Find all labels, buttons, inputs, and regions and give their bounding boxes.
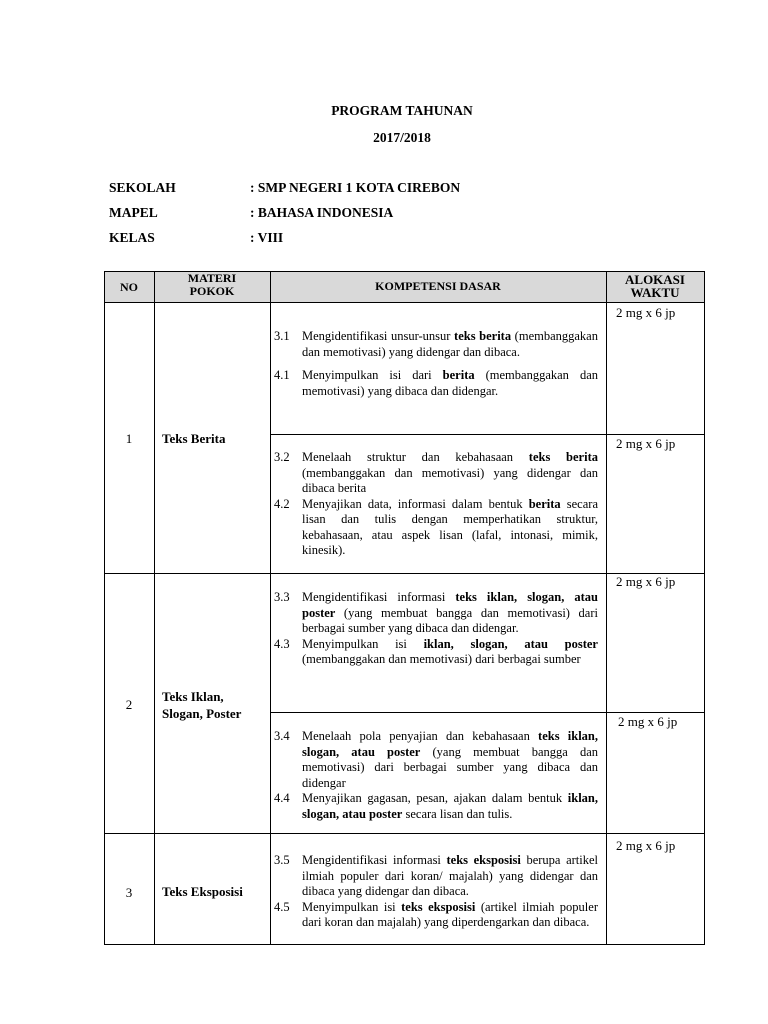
materi-pokok: Teks Eksposisi — [162, 884, 243, 899]
kd-number: 3.1 — [274, 329, 290, 343]
header-materi-line2: POKOK — [189, 284, 235, 298]
kd-text: (membanggakan dan memotivasi) yang didengar dan dibaca. — [302, 329, 598, 359]
materi-line: Slogan, Poster — [162, 706, 242, 721]
row1-divider — [104, 573, 705, 574]
kd-number: 4.3 — [274, 636, 290, 651]
alokasi-waktu: 2 mg x 6 jp — [616, 436, 676, 451]
document-year: 2017/2018 — [373, 130, 431, 145]
kd-text: (yang membuat bangga dan memotivasi) dari berbagai sumber yang dibaca dan didengar. — [302, 605, 598, 635]
row2-inner-divider — [270, 712, 705, 713]
kd-text: (membanggakan dan memotivasi) yang didengar dan dibaca berita — [302, 465, 598, 495]
kd-text: Menyajikan gagasan, pesan, ajakan dalam bentuk — [302, 791, 568, 805]
kd-block — [274, 329, 598, 399]
header-kompetensi-dasar: KOMPETENSI DASAR — [375, 279, 501, 293]
kd-text: (yang membuat bangga dan memotivasi) dari berbagai sumber yang dibaca dan didengar — [302, 744, 598, 790]
kd-text: Mengidentifikasi informasi — [302, 853, 447, 867]
col-divider-materi — [270, 271, 271, 945]
alokasi-waktu: 2 mg x 6 jp — [616, 838, 676, 853]
kd-text: Menelaah pola penyajian dan kebahasaan — [302, 729, 539, 743]
kd-number: 4.4 — [274, 791, 290, 805]
info-label: MAPEL — [109, 205, 158, 220]
kd-text: (membanggakan dan memotivasi) yang dibaca dan didengar. — [302, 368, 598, 398]
kd-text: (membanggakan dan memotivasi) dari berbagai sumber — [302, 652, 581, 666]
info-label: SEKOLAH — [109, 180, 176, 195]
alokasi-waktu: 2 mg x 6 jp — [616, 305, 676, 320]
kd-item — [274, 637, 598, 668]
kd-number: 4.1 — [274, 368, 290, 382]
kd-bold: teks iklan, slogan, atau poster — [302, 590, 598, 620]
header-alokasi-line1: ALOKASI — [625, 272, 685, 287]
kd-bold: berita — [442, 368, 475, 382]
header-alokasi — [606, 273, 704, 299]
kd-text: secara lisan dan tulis dengan memperhatikan struktur, kebahasaan, atau aspek lisan (lafal, intonasi, mimik, kinesik). — [302, 496, 598, 557]
kd-bold: teks eksposisi — [446, 853, 521, 867]
program-table — [104, 271, 705, 945]
row-number: 3 — [125, 885, 133, 900]
kd-text: secara lisan dan tulis. — [402, 806, 513, 821]
kd-block — [274, 450, 598, 559]
row2-divider — [104, 833, 705, 834]
header-materi — [154, 272, 270, 298]
materi-line: Teks Iklan, — [162, 689, 224, 704]
kd-item — [274, 368, 598, 399]
row1-inner-divider — [270, 434, 705, 435]
alokasi-waktu: 2 mg x 6 jp — [618, 714, 678, 729]
table-border-bottom — [104, 944, 705, 945]
materi-pokok: Teks Berita — [162, 431, 226, 446]
header-materi-line1: MATERI — [187, 271, 237, 285]
alokasi-waktu: 2 mg x 6 jp — [616, 574, 676, 589]
kd-item — [274, 900, 598, 931]
kd-number: 4.2 — [274, 496, 290, 511]
kd-item — [274, 729, 598, 791]
row-number: 1 — [125, 431, 133, 446]
header-alokasi-line2: WAKTU — [630, 285, 680, 300]
kd-number: 3.3 — [274, 590, 290, 604]
kd-text: Menyimpulkan isi — [302, 899, 402, 914]
kd-text: (artikel ilmiah populer dari koran dan majalah) yang diperdengarkan dan dibaca. — [302, 899, 598, 929]
row-number: 2 — [125, 697, 133, 712]
document-title: PROGRAM TAHUNAN — [331, 103, 473, 118]
kd-bold: iklan, slogan, atau poster — [423, 636, 598, 651]
info-value: : VIII — [250, 230, 284, 245]
kd-bold: teks eksposisi — [401, 899, 476, 914]
kd-text: Mengidentifikasi unsur-unsur — [302, 329, 455, 343]
table-border-right — [704, 271, 705, 945]
col-divider-kd — [606, 271, 607, 945]
kd-number: 3.2 — [274, 450, 290, 464]
kd-bold: berita — [528, 496, 561, 511]
materi-pokok — [162, 688, 241, 722]
kd-number: 4.5 — [274, 899, 290, 914]
table-border-left — [104, 271, 105, 945]
kd-block — [274, 729, 598, 822]
kd-block — [274, 853, 598, 931]
kd-item — [274, 791, 598, 822]
kd-text: Menyajikan data, informasi dalam bentuk — [302, 496, 529, 511]
info-label: KELAS — [109, 230, 155, 245]
kd-block — [274, 590, 598, 668]
col-divider-no — [154, 271, 155, 945]
kd-bold: teks berita — [528, 450, 598, 464]
info-value: : SMP NEGERI 1 KOTA CIREBON — [250, 180, 461, 195]
kd-text: Menyimpulkan isi — [302, 636, 424, 651]
kd-number: 3.4 — [274, 729, 290, 743]
kd-item — [274, 329, 598, 360]
kd-text: berupa artikel ilmiah populer dari koran/ majalah) yang didengar dan dibaca yang didengar dan dibaca. — [302, 853, 598, 898]
kd-item — [274, 450, 598, 497]
kd-bold: teks iklan, slogan, atau poster — [302, 729, 598, 759]
kd-text: Menyimpulkan isi dari — [302, 368, 443, 382]
header-no: NO — [120, 280, 138, 294]
kd-text: Mengidentifikasi informasi — [302, 590, 456, 604]
header-divider — [104, 302, 705, 303]
kd-text: Menelaah struktur dan kebahasaan — [302, 450, 529, 464]
kd-bold: iklan, slogan, atau poster — [302, 791, 598, 821]
info-value: : BAHASA INDONESIA — [250, 205, 394, 220]
kd-item — [274, 590, 598, 637]
kd-number: 3.5 — [274, 853, 290, 867]
kd-bold: teks berita — [454, 329, 512, 343]
kd-item — [274, 497, 598, 559]
kd-item — [274, 853, 598, 900]
